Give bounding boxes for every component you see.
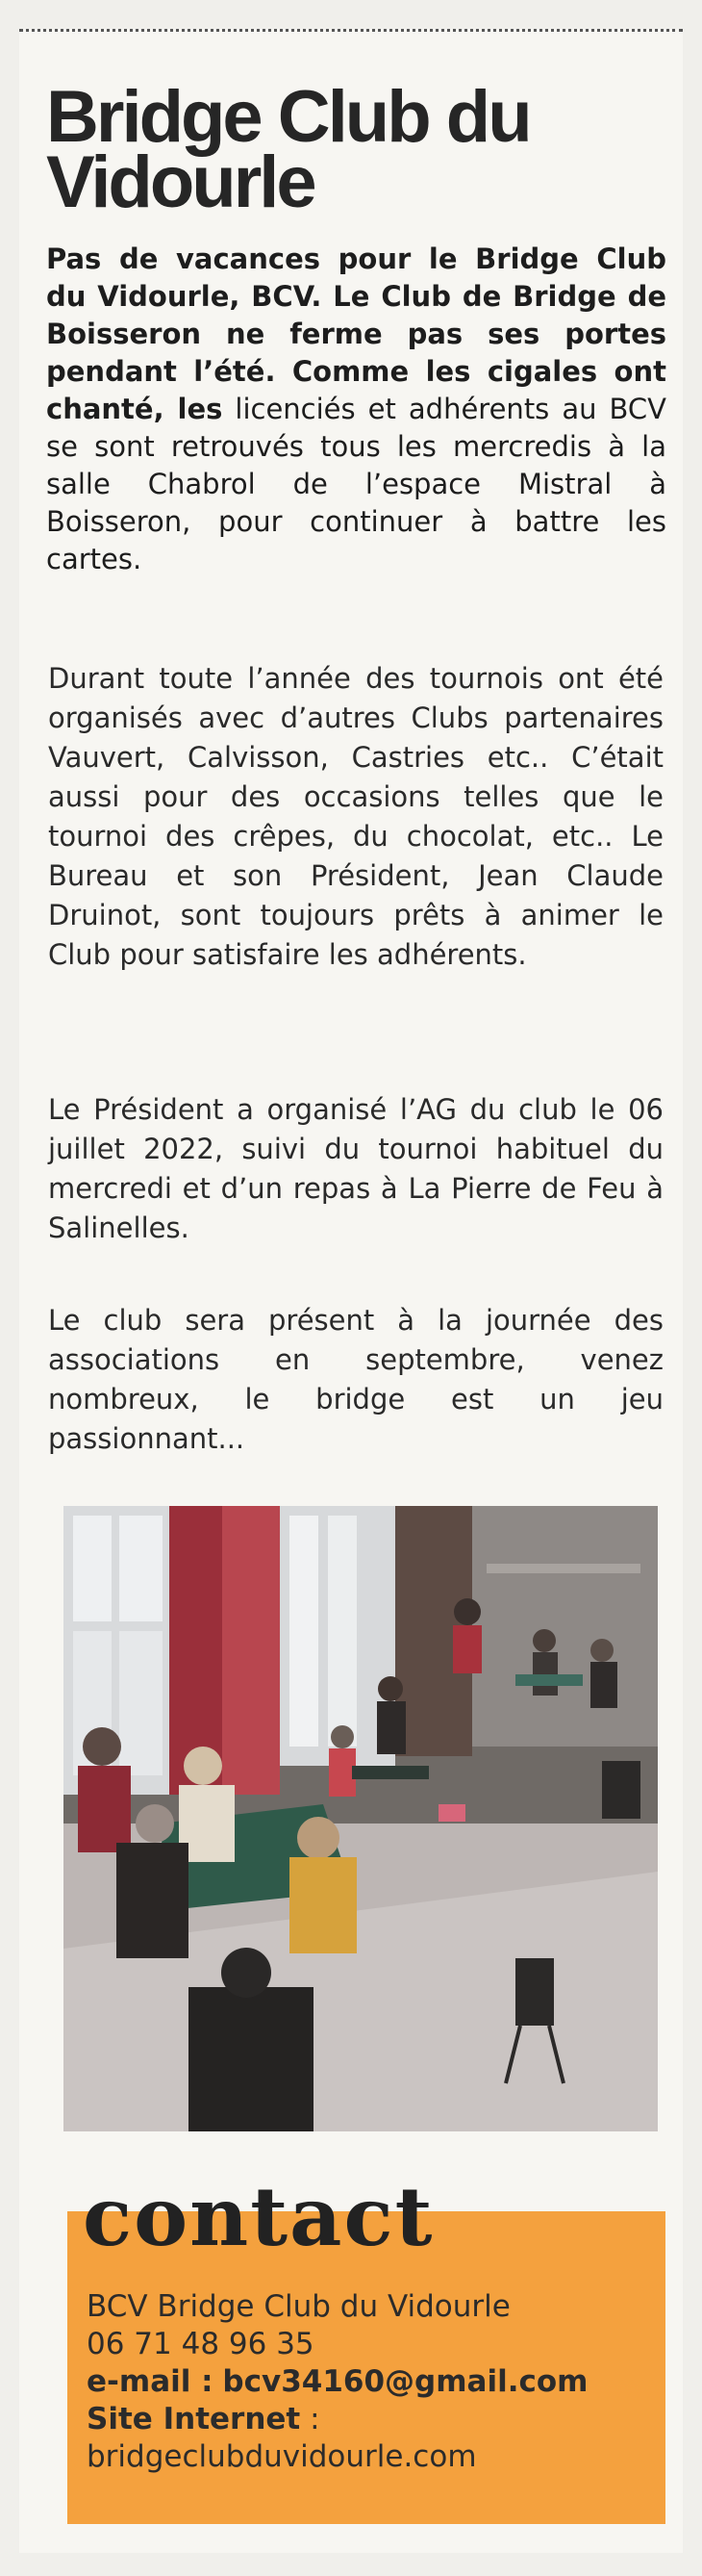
paragraph-associations-day: Le club sera présent à la journée des associations en septembre, venez nombreux, le bridge est un jeu passionnant...: [48, 1304, 664, 1455]
contact-details: [87, 2288, 664, 2476]
site-link[interactable]: bridgeclubduvidourle.com: [87, 2439, 477, 2474]
contact-phone: 06 71 48 96 35: [87, 2327, 314, 2361]
contact-heading: contact: [83, 2169, 435, 2264]
site-label: Site Internet: [87, 2402, 301, 2436]
lead-bold-text: Pas de vacances pour le Bridge Club du Vidourle, BCV. Le Club de Bridge de Boisseron ne ferme pas ses portes pendant l’été. Comme les cigales ont chanté, les: [46, 242, 666, 425]
paragraph-tournaments: Durant toute l’année des tournois ont été organisés avec d’autres Clubs partenaires Vauvert, Calvisson, Castries etc.. C’était aussi pour des occasions telles que le tournoi des crêpes, du chocolat, etc.. Le Bureau et son Président, Jean Claude Druinot, sont toujours prêts à animer le Club pour satisfaire les adhérents.: [48, 662, 664, 971]
bridge-players-illustration: [63, 1506, 658, 2131]
lead-regular-text: licenciés et adhérents au BCV se sont retrouvés tous les mercredis à la salle Chabrol de l’espace Mistral à Boisseron, pour continuer à battre les cartes.: [46, 393, 666, 575]
contact-email-line: [87, 2363, 664, 2401]
club-photo: [63, 1506, 658, 2131]
contact-name: BCV Bridge Club du Vidourle: [87, 2289, 511, 2324]
email-link[interactable]: bcv34160@gmail.com: [222, 2364, 589, 2399]
paragraph-general-assembly: Le Président a organisé l’AG du club le 06 juillet 2022, suivi du tournoi habituel du mercredi et d’un repas à La Pierre de Feu à Salinelles.: [48, 1093, 664, 1244]
site-label-sep: :: [300, 2402, 320, 2436]
article-title: Bridge Club du Vidourle: [46, 76, 530, 223]
article-lead: [46, 241, 666, 578]
contact-site-line: [87, 2401, 664, 2438]
email-label: e-mail :: [87, 2364, 213, 2399]
